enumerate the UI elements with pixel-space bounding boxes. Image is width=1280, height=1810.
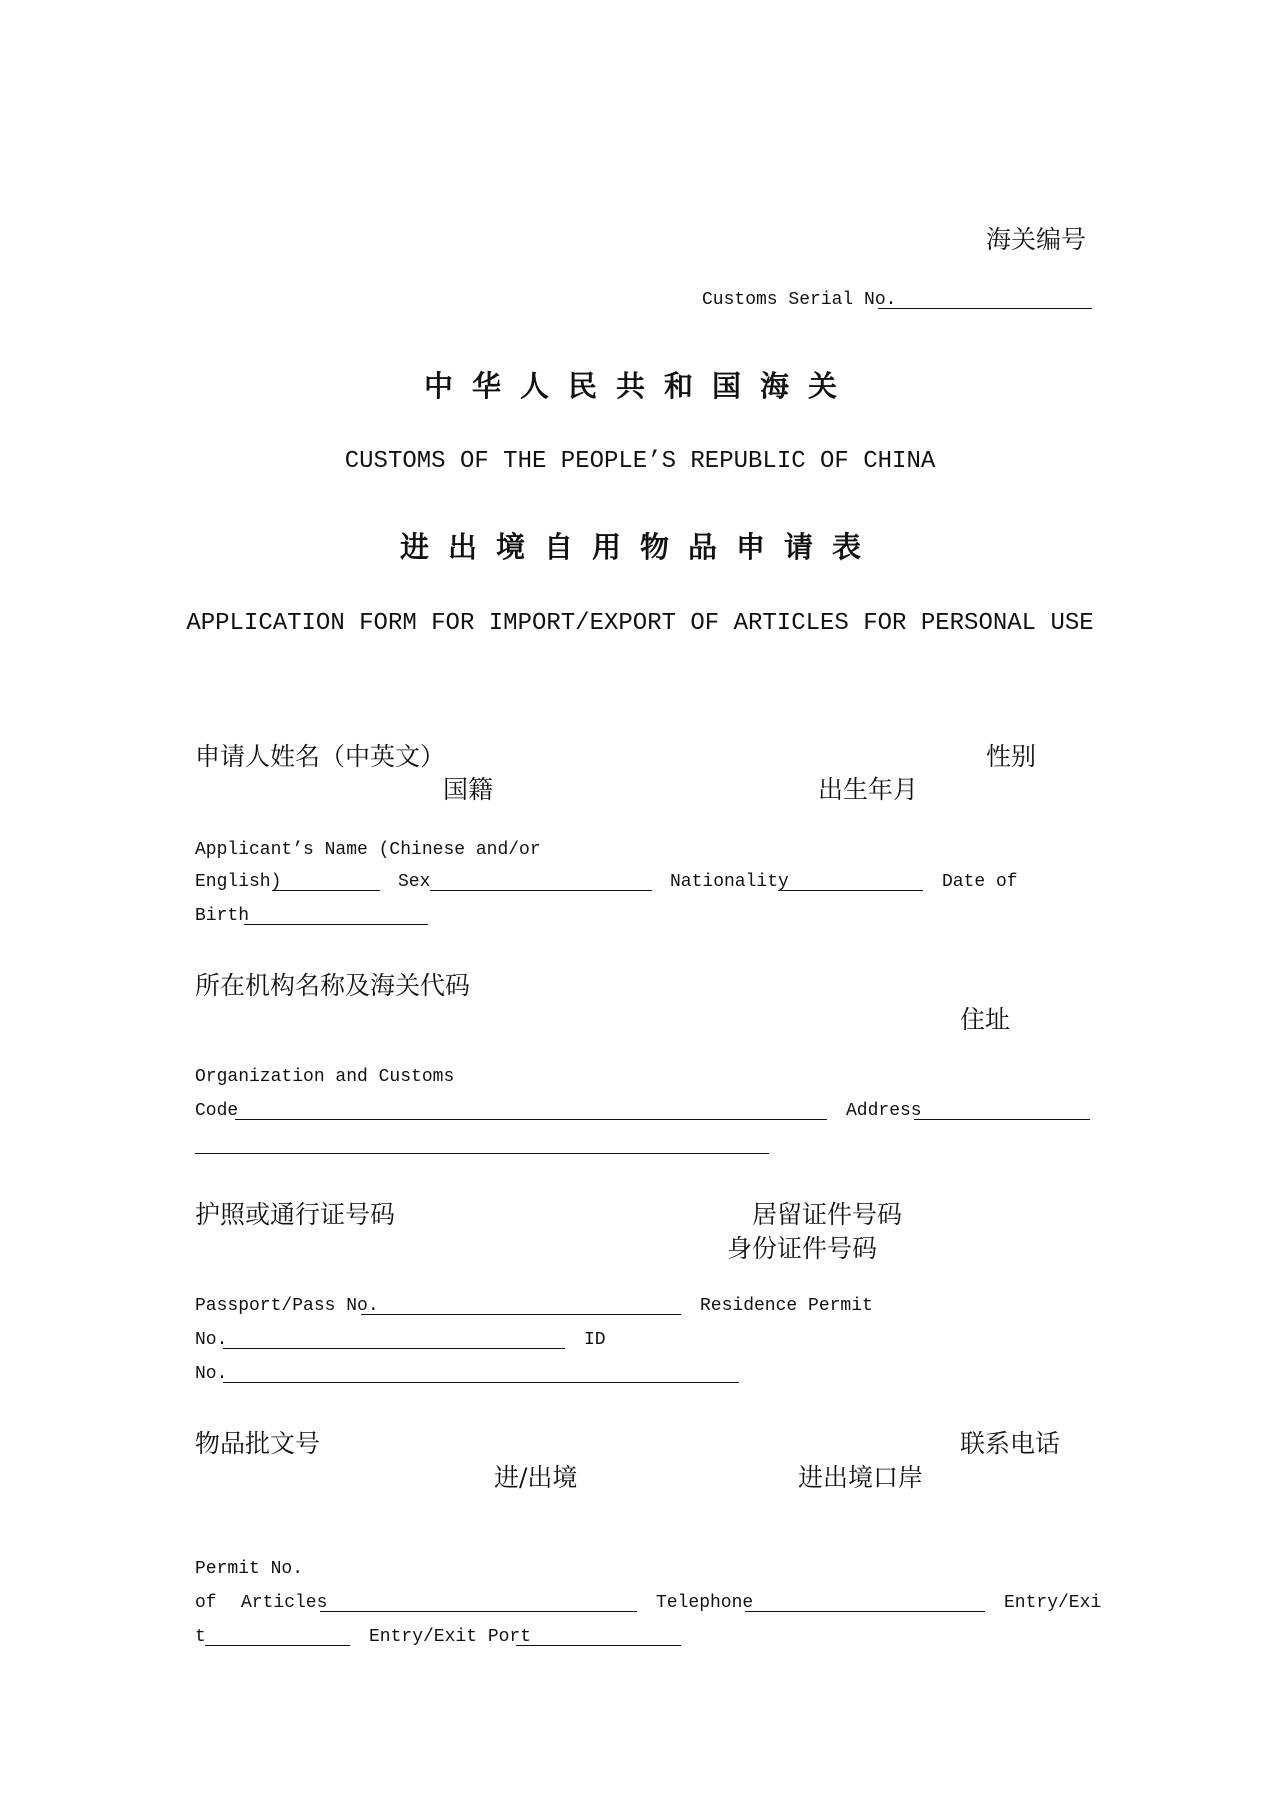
nationality-field[interactable] — [778, 890, 923, 891]
entry-exit-port-field[interactable] — [516, 1645, 681, 1646]
address-field-continued[interactable] — [195, 1153, 769, 1154]
organization-label-cn: 所在机构名称及海关代码 — [195, 971, 471, 1000]
customs-serial-label-en: Customs Serial No. — [702, 290, 897, 310]
id-label-en-part2: No. — [195, 1364, 228, 1384]
form-title-cn: 进出境自用物品申请表 — [399, 530, 880, 564]
sex-label-en: Sex — [398, 872, 431, 892]
organization-label-en-line1: Organization and Customs — [195, 1067, 455, 1087]
passport-label-en: Passport/Pass No. — [195, 1296, 379, 1316]
permit-label-en-line1: Permit No. — [195, 1559, 304, 1579]
id-label-en-part1: ID — [584, 1330, 606, 1350]
permit-label-en-articles: Articles — [241, 1593, 328, 1613]
address-field[interactable] — [914, 1119, 1090, 1120]
sex-field[interactable] — [430, 890, 652, 891]
entry-exit-label-en-part2: t — [195, 1627, 206, 1647]
address-label-cn: 住址 — [960, 1005, 1011, 1034]
birth-label-en-part2: Birth — [195, 906, 250, 926]
entry-exit-port-label-cn: 进出境口岸 — [798, 1463, 924, 1492]
telephone-field[interactable] — [745, 1611, 985, 1612]
applicant-name-label-en-line2: English) — [195, 872, 282, 892]
nationality-label-cn: 国籍 — [443, 775, 494, 804]
permit-field[interactable] — [320, 1611, 637, 1612]
customs-serial-field[interactable] — [878, 308, 1092, 309]
id-label-cn: 身份证件号码 — [727, 1234, 878, 1263]
id-field[interactable] — [223, 1382, 739, 1383]
residence-permit-label-en-part1: Residence Permit — [700, 1296, 873, 1316]
nationality-label-en: Nationality — [670, 872, 789, 892]
residence-permit-field[interactable] — [223, 1348, 565, 1349]
birth-label-cn: 出生年月 — [818, 775, 919, 804]
telephone-label-en: Telephone — [656, 1593, 754, 1613]
applicant-name-label-en-line1: Applicant’s Name (Chinese and/or — [195, 840, 541, 860]
passport-field[interactable] — [361, 1314, 681, 1315]
customs-title-en: CUSTOMS OF THE PEOPLE’S REPUBLIC OF CHINA — [344, 448, 936, 475]
applicant-name-label-cn: 申请人姓名（中英文） — [195, 742, 446, 771]
birth-label-en-part1: Date of — [942, 872, 1018, 892]
customs-title-cn: 中华人民共和国海关 — [423, 369, 856, 403]
sex-label-cn: 性别 — [986, 742, 1037, 771]
passport-label-cn: 护照或通行证号码 — [195, 1200, 396, 1229]
address-label-en: Address — [846, 1101, 922, 1121]
residence-permit-label-cn: 居留证件号码 — [752, 1200, 903, 1229]
residence-permit-label-en-part2: No. — [195, 1330, 228, 1350]
form-title-en: APPLICATION FORM FOR IMPORT/EXPORT OF ARTICLES FOR PERSONAL USE — [186, 610, 1094, 637]
applicant-name-field[interactable] — [272, 890, 380, 891]
birth-field[interactable] — [244, 924, 428, 925]
permit-label-en-of: of — [195, 1593, 217, 1613]
entry-exit-label-cn: 进/出境 — [494, 1463, 578, 1492]
organization-label-en-line2: Code — [195, 1101, 239, 1121]
organization-field[interactable] — [235, 1119, 827, 1120]
permit-label-cn: 物品批文号 — [195, 1429, 321, 1458]
telephone-label-cn: 联系电话 — [960, 1429, 1061, 1458]
entry-exit-field[interactable] — [205, 1645, 350, 1646]
entry-exit-label-en-part1: Entry/Exi — [1004, 1593, 1102, 1613]
entry-exit-port-label-en: Entry/Exit Port — [369, 1627, 532, 1647]
customs-serial-label-cn: 海关编号 — [986, 225, 1087, 254]
